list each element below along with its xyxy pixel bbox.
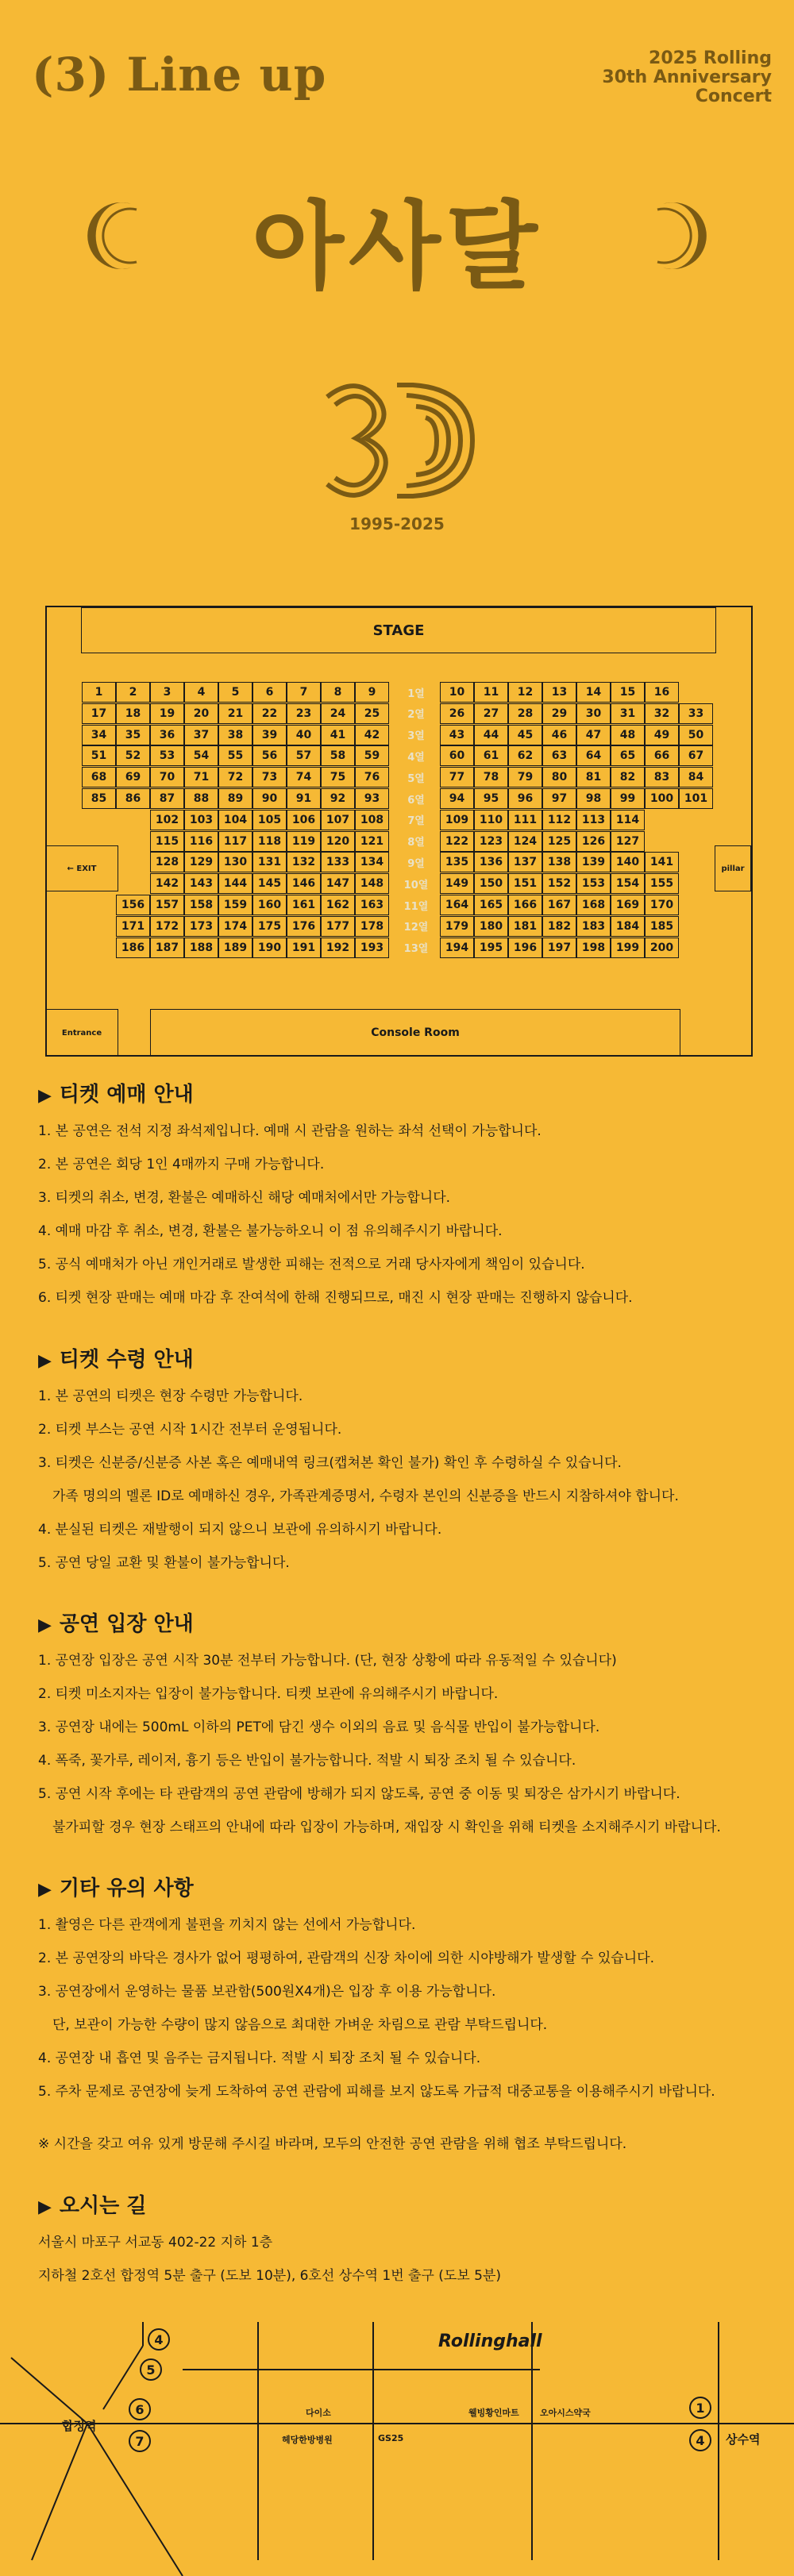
- landmark-label: 헤당한방병원: [282, 2435, 333, 2445]
- seat: 15: [611, 682, 645, 703]
- list-item: 1. 촬영은 다른 관객에게 불편을 끼치지 않는 선에서 가능합니다.: [38, 1917, 416, 1933]
- seat: 175: [252, 916, 287, 937]
- seat: 172: [150, 916, 184, 937]
- seat: 4: [184, 682, 218, 703]
- seat: 94: [440, 788, 474, 809]
- seat: 160: [252, 895, 287, 915]
- seat: 28: [508, 703, 542, 724]
- seat: 66: [645, 745, 679, 766]
- play-arrow-icon: ▶: [38, 1086, 52, 1106]
- seat: 22: [252, 703, 287, 724]
- row-label: 8열: [407, 837, 425, 849]
- seat: 170: [645, 895, 679, 915]
- seat: 155: [645, 873, 679, 894]
- seat: 113: [576, 810, 611, 830]
- seat: 166: [508, 895, 542, 915]
- hapjeong-station-label: 합정역: [62, 2419, 97, 2433]
- seat: 158: [184, 895, 218, 915]
- seat: 123: [474, 831, 508, 852]
- seat: 13: [542, 682, 576, 703]
- seat: 100: [645, 788, 679, 809]
- seat: 101: [679, 788, 713, 809]
- seat: 42: [355, 725, 389, 745]
- seat: 86: [116, 788, 150, 809]
- seat: 130: [218, 852, 252, 872]
- seat: 150: [474, 873, 508, 894]
- seat: 174: [218, 916, 252, 937]
- seat: 147: [321, 873, 355, 894]
- list-item: 4. 공연장 내 흡연 및 음주는 금지됩니다. 적발 시 퇴장 조치 될 수 있습니다.: [38, 2050, 481, 2066]
- list-item: 2. 본 공연장의 바닥은 경사가 없어 평평하여, 관람객의 신장 차이에 의한 시야방해가 발생할 수 있습니다.: [38, 1950, 654, 1966]
- seat: 77: [440, 767, 474, 787]
- seat: 9: [355, 682, 389, 703]
- section-title: ▶ 티켓 수령 안내: [38, 1348, 194, 1372]
- seat: 46: [542, 725, 576, 745]
- seat: 67: [679, 745, 713, 766]
- seat: 120: [321, 831, 355, 852]
- seat: 49: [645, 725, 679, 745]
- seat: 111: [508, 810, 542, 830]
- list-item: 3. 공연장 내에는 500mL 이하의 PET에 담긴 생수 이외의 음료 및 음식물 반입이 불가능합니다.: [38, 1719, 600, 1735]
- play-arrow-icon: ▶: [38, 1351, 52, 1371]
- anniversary-30-logo-icon: [318, 373, 476, 508]
- console-room: Console Room: [150, 1009, 680, 1057]
- seat: 136: [474, 852, 508, 872]
- seat: 194: [440, 938, 474, 958]
- row-label: 6열: [407, 794, 425, 807]
- event-line: 2025 Rolling: [649, 48, 772, 68]
- seat: 104: [218, 810, 252, 830]
- seat: 93: [355, 788, 389, 809]
- seat: 197: [542, 938, 576, 958]
- seat: 140: [611, 852, 645, 872]
- seat: 19: [150, 703, 184, 724]
- seat: 44: [474, 725, 508, 745]
- seat: 108: [355, 810, 389, 830]
- list-item: 1. 본 공연은 전석 지정 좌석제입니다. 예매 시 관람을 원하는 좌석 선택이 가능합니다.: [38, 1123, 542, 1139]
- seat: 193: [355, 938, 389, 958]
- seat: 161: [287, 895, 321, 915]
- seat: 190: [252, 938, 287, 958]
- seat: 21: [218, 703, 252, 724]
- landmark-label: GS25: [378, 2433, 404, 2443]
- list-item: 4. 예매 마감 후 취소, 변경, 환불은 불가능하오니 이 점 유의해주시기 바랍니다.: [38, 1223, 503, 1239]
- seat: 198: [576, 938, 611, 958]
- seat: 47: [576, 725, 611, 745]
- seat: 149: [440, 873, 474, 894]
- seat: 171: [116, 916, 150, 937]
- list-item: 4. 폭죽, 꽃가루, 레이저, 흉기 등은 반입이 불가능합니다. 적발 시 퇴장 조치 될 수 있습니다.: [38, 1753, 576, 1769]
- seat: 178: [355, 916, 389, 937]
- seat: 152: [542, 873, 576, 894]
- list-item: 2. 티켓 부스는 공연 시작 1시간 전부터 운영됩니다.: [38, 1422, 342, 1438]
- seat: 51: [82, 745, 116, 766]
- seat: 18: [116, 703, 150, 724]
- row-label: 1열: [407, 687, 425, 700]
- row-label: 3열: [407, 730, 425, 743]
- list-item: 5. 주차 문제로 공연장에 늦게 도착하여 공연 관람에 피해를 보지 않도록 가급적 대중교통을 이용해주시기 바랍니다.: [38, 2084, 715, 2100]
- seat: 83: [645, 767, 679, 787]
- exit-number-icon: 6: [129, 2398, 151, 2420]
- row-label: 5열: [407, 772, 425, 785]
- seat-map: [45, 606, 753, 1057]
- seat: 137: [508, 852, 542, 872]
- exit-number-icon: 7: [129, 2430, 151, 2452]
- seat: 116: [184, 831, 218, 852]
- seat: 7: [287, 682, 321, 703]
- directions-map: [0, 2306, 794, 2576]
- notice-note: ※ 시간을 갖고 여유 있게 방문해 주시길 바라며, 모두의 안전한 공연 관람을 위해 협조 부탁드립니다.: [38, 2136, 627, 2152]
- seat: 14: [576, 682, 611, 703]
- row-label: 11열: [403, 900, 429, 913]
- lineup-number: (3): [32, 48, 110, 102]
- seat: 129: [184, 852, 218, 872]
- seat: 74: [287, 767, 321, 787]
- seat: 31: [611, 703, 645, 724]
- seat: 127: [611, 831, 645, 852]
- stage: STAGE: [81, 607, 716, 653]
- seat: 200: [645, 938, 679, 958]
- seat: 85: [82, 788, 116, 809]
- right-crescent-icon: [651, 200, 707, 271]
- seat: 151: [508, 873, 542, 894]
- seat: 102: [150, 810, 184, 830]
- list-item: 1. 본 공연의 티켓은 현장 수령만 가능합니다.: [38, 1388, 303, 1404]
- seat: 61: [474, 745, 508, 766]
- seat: 187: [150, 938, 184, 958]
- rollinghall-venue-label: Rollinghall: [438, 2331, 542, 2351]
- seat: 12: [508, 682, 542, 703]
- seat: 169: [611, 895, 645, 915]
- list-item: 단, 보관이 가능한 수량이 많지 않음으로 최대한 가벼운 차림으로 관람 부탁드립니다.: [52, 2017, 548, 2033]
- row-label: 2열: [407, 709, 425, 722]
- list-item: 2. 본 공연은 회당 1인 4매까지 구매 가능합니다.: [38, 1157, 325, 1172]
- seat: 36: [150, 725, 184, 745]
- seat: 69: [116, 767, 150, 787]
- seat: 115: [150, 831, 184, 852]
- landmark-label: 다이소: [306, 2408, 331, 2418]
- seat: 180: [474, 916, 508, 937]
- seat: 124: [508, 831, 542, 852]
- entrance: Entrance: [45, 1009, 118, 1057]
- list-item: 5. 공연 당일 교환 및 환불이 불가능합니다.: [38, 1555, 290, 1571]
- seat: 8: [321, 682, 355, 703]
- seat: 145: [252, 873, 287, 894]
- seat: 34: [82, 725, 116, 745]
- seat: 70: [150, 767, 184, 787]
- seat: 148: [355, 873, 389, 894]
- seat: 80: [542, 767, 576, 787]
- seat: 27: [474, 703, 508, 724]
- seat: 38: [218, 725, 252, 745]
- seat: 53: [150, 745, 184, 766]
- seat: 20: [184, 703, 218, 724]
- seat: 138: [542, 852, 576, 872]
- seat: 168: [576, 895, 611, 915]
- row-label: 4열: [407, 751, 425, 764]
- seat: 105: [252, 810, 287, 830]
- list-item: 2. 티켓 미소지자는 입장이 불가능합니다. 티켓 보관에 유의해주시기 바랍니다.: [38, 1686, 499, 1702]
- seat: 6: [252, 682, 287, 703]
- seat: 144: [218, 873, 252, 894]
- seat: 185: [645, 916, 679, 937]
- seat: 95: [474, 788, 508, 809]
- sangsu-station-label: 상수역: [726, 2432, 761, 2447]
- seat: 167: [542, 895, 576, 915]
- seat: 55: [218, 745, 252, 766]
- seat: 97: [542, 788, 576, 809]
- seat: 72: [218, 767, 252, 787]
- seat: 29: [542, 703, 576, 724]
- seat: 125: [542, 831, 576, 852]
- seat: 191: [287, 938, 321, 958]
- section-title: ▶ 오시는 길: [38, 2194, 147, 2218]
- seat: 16: [645, 682, 679, 703]
- seat: 3: [150, 682, 184, 703]
- seat: 106: [287, 810, 321, 830]
- seat: 41: [321, 725, 355, 745]
- seat: 64: [576, 745, 611, 766]
- seat: 82: [611, 767, 645, 787]
- seat: 76: [355, 767, 389, 787]
- seat: 165: [474, 895, 508, 915]
- seat: 176: [287, 916, 321, 937]
- seat: 143: [184, 873, 218, 894]
- seat: 68: [82, 767, 116, 787]
- list-item: 5. 공식 예매처가 아닌 개인거래로 발생한 피해는 전적으로 거래 당사자에게 책임이 있습니다.: [38, 1257, 585, 1273]
- seat: 32: [645, 703, 679, 724]
- list-item: 3. 티켓의 취소, 변경, 환불은 예매하신 해당 예매처에서만 가능합니다.: [38, 1190, 451, 1206]
- seat: 196: [508, 938, 542, 958]
- artist-name: 아사달: [252, 192, 542, 302]
- seat: 119: [287, 831, 321, 852]
- lineup-heading: [32, 48, 326, 102]
- list-item: 5. 공연 시작 후에는 타 관람객의 공연 관람에 방해가 되지 않도록, 공연 중 이동 및 퇴장은 삼가시기 바랍니다.: [38, 1786, 680, 1802]
- exit-number-icon: 4: [689, 2429, 711, 2451]
- seat: 92: [321, 788, 355, 809]
- section-title: ▶ 기타 유의 사항: [38, 1877, 194, 1900]
- seat: 163: [355, 895, 389, 915]
- seat: 79: [508, 767, 542, 787]
- event-line: 30th Anniversary: [602, 67, 772, 87]
- seat: 24: [321, 703, 355, 724]
- seat: 189: [218, 938, 252, 958]
- landmark-label: 웰빙황인마트: [468, 2408, 519, 2418]
- seat: 154: [611, 873, 645, 894]
- seat: 135: [440, 852, 474, 872]
- seat: 65: [611, 745, 645, 766]
- transit-info: 지하철 2호선 합정역 5분 출구 (도보 10분), 6호선 상수역 1번 출구 (도보 5분): [38, 2268, 502, 2284]
- seat: 141: [645, 852, 679, 872]
- seat: 71: [184, 767, 218, 787]
- pillar: pillar: [715, 845, 751, 891]
- seat: 60: [440, 745, 474, 766]
- seat: 103: [184, 810, 218, 830]
- seat: 56: [252, 745, 287, 766]
- seat: 88: [184, 788, 218, 809]
- play-arrow-icon: ▶: [38, 1615, 52, 1635]
- seat: 157: [150, 895, 184, 915]
- seat: 117: [218, 831, 252, 852]
- seat: 122: [440, 831, 474, 852]
- seat: 11: [474, 682, 508, 703]
- row-label: 10열: [403, 879, 429, 891]
- seat: 118: [252, 831, 287, 852]
- anniversary-years: 1995-2025: [349, 514, 445, 533]
- seat: 139: [576, 852, 611, 872]
- seat: 1: [82, 682, 116, 703]
- seat: 182: [542, 916, 576, 937]
- seat: 90: [252, 788, 287, 809]
- seat: 146: [287, 873, 321, 894]
- play-arrow-icon: ▶: [38, 1880, 52, 1900]
- seat: 109: [440, 810, 474, 830]
- list-item: 3. 티켓은 신분증/신분증 사본 혹은 예매내역 링크(캡쳐본 확인 불가) 확인 후 수령하실 수 있습니다.: [38, 1455, 622, 1471]
- seat: 183: [576, 916, 611, 937]
- seat: 153: [576, 873, 611, 894]
- list-item: 6. 티켓 현장 판매는 예매 마감 후 잔여석에 한해 진행되므로, 매진 시 현장 판매는 진행하지 않습니다.: [38, 1290, 633, 1306]
- seat: 58: [321, 745, 355, 766]
- seat: 50: [679, 725, 713, 745]
- seat: 39: [252, 725, 287, 745]
- exit-number-icon: 4: [148, 2328, 170, 2351]
- row-label: 9열: [407, 857, 425, 870]
- seat: 40: [287, 725, 321, 745]
- list-item: 3. 공연장에서 운영하는 물품 보관함(500원X4개)은 입장 후 이용 가능합니다.: [38, 1984, 496, 2000]
- seat: 186: [116, 938, 150, 958]
- seat: 91: [287, 788, 321, 809]
- seat: 2: [116, 682, 150, 703]
- seat: 184: [611, 916, 645, 937]
- seat: 133: [321, 852, 355, 872]
- row-label: 13열: [403, 943, 429, 956]
- seat: 78: [474, 767, 508, 787]
- seat: 128: [150, 852, 184, 872]
- seat: 188: [184, 938, 218, 958]
- seat: 131: [252, 852, 287, 872]
- seat: 181: [508, 916, 542, 937]
- seat: 10: [440, 682, 474, 703]
- seat: 48: [611, 725, 645, 745]
- seat: 43: [440, 725, 474, 745]
- seat: 134: [355, 852, 389, 872]
- seat: 63: [542, 745, 576, 766]
- seat: 59: [355, 745, 389, 766]
- seat: 25: [355, 703, 389, 724]
- lineup-title: Line up: [126, 48, 327, 102]
- seat: 84: [679, 767, 713, 787]
- seat: 37: [184, 725, 218, 745]
- seat: 81: [576, 767, 611, 787]
- exit-number-icon: 1: [689, 2397, 711, 2419]
- seat: 17: [82, 703, 116, 724]
- seat: 126: [576, 831, 611, 852]
- exit-number-icon: 5: [140, 2358, 162, 2381]
- seat: 179: [440, 916, 474, 937]
- seat: 57: [287, 745, 321, 766]
- seat: 142: [150, 873, 184, 894]
- seat: 35: [116, 725, 150, 745]
- seat: 45: [508, 725, 542, 745]
- seat: 73: [252, 767, 287, 787]
- seat: 107: [321, 810, 355, 830]
- seat: 173: [184, 916, 218, 937]
- event-line: Concert: [695, 87, 772, 106]
- seat: 54: [184, 745, 218, 766]
- seat: 110: [474, 810, 508, 830]
- seat: 195: [474, 938, 508, 958]
- row-label: 7열: [407, 815, 425, 828]
- row-label: 12열: [403, 922, 429, 934]
- seat: 121: [355, 831, 389, 852]
- seat: 132: [287, 852, 321, 872]
- seat: 164: [440, 895, 474, 915]
- seat: 96: [508, 788, 542, 809]
- seat: 162: [321, 895, 355, 915]
- seat: 33: [679, 703, 713, 724]
- seat: 156: [116, 895, 150, 915]
- venue-address: 서울시 마포구 서교동 402-22 지하 1층: [38, 2235, 273, 2251]
- seat: 98: [576, 788, 611, 809]
- list-item: 1. 공연장 입장은 공연 시작 30분 전부터 가능합니다. (단, 현장 상황에 따라 유동적일 수 있습니다): [38, 1653, 617, 1669]
- list-item: 불가피할 경우 현장 스태프의 안내에 따라 입장이 가능하며, 재입장 시 확인을 위해 티켓을 소지해주시기 바랍니다.: [52, 1819, 721, 1835]
- landmark-label: 오아시스약국: [540, 2408, 591, 2418]
- exit-door: ← EXIT: [45, 845, 118, 891]
- seat: 52: [116, 745, 150, 766]
- list-item: 4. 분실된 티켓은 재발행이 되지 않으니 보관에 유의하시기 바랍니다.: [38, 1522, 442, 1538]
- seat: 5: [218, 682, 252, 703]
- seat: 87: [150, 788, 184, 809]
- seat: 199: [611, 938, 645, 958]
- list-item: 가족 명의의 멜론 ID로 예매하신 경우, 가족관계증명서, 수령자 본인의 신분증을 반드시 지참하셔야 합니다.: [52, 1488, 679, 1504]
- seat: 192: [321, 938, 355, 958]
- seat: 62: [508, 745, 542, 766]
- seat: 177: [321, 916, 355, 937]
- seat: 23: [287, 703, 321, 724]
- section-title: ▶ 공연 입장 안내: [38, 1612, 194, 1636]
- seat: 114: [611, 810, 645, 830]
- seat: 89: [218, 788, 252, 809]
- seat: 112: [542, 810, 576, 830]
- seat: 26: [440, 703, 474, 724]
- seat: 75: [321, 767, 355, 787]
- event-title: [602, 49, 772, 106]
- play-arrow-icon: ▶: [38, 2197, 52, 2217]
- section-title: ▶ 티켓 예매 안내: [38, 1083, 194, 1107]
- seat: 99: [611, 788, 645, 809]
- seat: 30: [576, 703, 611, 724]
- seat: 159: [218, 895, 252, 915]
